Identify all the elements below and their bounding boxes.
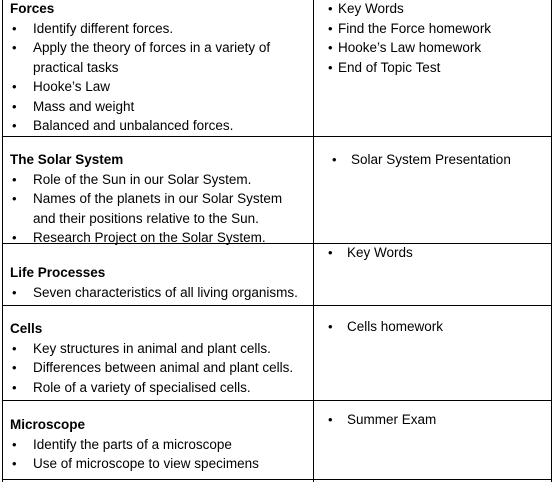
- topic-title: The Solar System: [10, 152, 124, 167]
- resource-cell-solar-system: [332, 150, 548, 170]
- resource-cell-cells: [328, 317, 548, 337]
- resource-cell-microscope: [328, 410, 548, 430]
- resource-list: [328, 243, 548, 263]
- topic-cell-solar-system: [8, 150, 308, 248]
- list-item: • Use of microscope to view specimens: [8, 454, 308, 474]
- list-item: • Names of the planets in our Solar System and their positions relative to the Sun.: [8, 189, 308, 228]
- topic-cell-microscope: [8, 415, 308, 474]
- topic-cell-life-processes: [8, 263, 308, 302]
- resource-list: [328, 317, 548, 337]
- topic-title: Life Processes: [10, 265, 106, 280]
- list-item: • Hooke’s Law homework: [328, 38, 548, 58]
- topic-title: Microscope: [10, 417, 86, 432]
- list-item: • Key Words: [328, 0, 548, 19]
- table-border-left: [2, 0, 3, 482]
- list-item: • Mass and weight: [8, 97, 308, 117]
- resource-list: [328, 0, 548, 77]
- list-item: • Identify the parts of a microscope: [8, 435, 308, 455]
- row-divider-4: [2, 400, 552, 401]
- list-item: • Seven characteristics of all living organisms.: [8, 283, 308, 303]
- list-item: • Hooke’s Law: [8, 77, 308, 97]
- objective-list: [8, 339, 308, 398]
- row-divider-3: [2, 305, 552, 306]
- topic-cell-cells: [8, 319, 308, 397]
- list-item: • Key structures in animal and plant cells.: [8, 339, 308, 359]
- resource-list: [332, 150, 548, 170]
- list-item: • Balanced and unbalanced forces.: [8, 116, 308, 136]
- table-border-bottom: [2, 479, 552, 480]
- list-item: • Apply the theory of forces in a variety of practical tasks: [8, 38, 308, 77]
- objective-list: [8, 435, 308, 474]
- list-item: • Role of a variety of specialised cells.: [8, 378, 308, 398]
- table-divider-vertical: [313, 0, 314, 482]
- topic-title: Cells: [10, 321, 43, 336]
- objective-list: [8, 283, 308, 303]
- list-item: • Find the Force homework: [328, 19, 548, 39]
- list-item: • Identify different forces.: [8, 19, 308, 39]
- resource-cell-life-processes: [328, 243, 548, 263]
- list-item: • Solar System Presentation: [332, 150, 548, 170]
- list-item: • Differences between animal and plant cells.: [8, 358, 308, 378]
- list-item: • Cells homework: [328, 317, 548, 337]
- list-item: • End of Topic Test: [328, 58, 548, 78]
- list-item: • Role of the Sun in our Solar System.: [8, 170, 308, 190]
- list-item: • Summer Exam: [328, 410, 548, 430]
- objective-list: [8, 19, 308, 136]
- resource-cell-forces: [328, 0, 548, 77]
- list-item: • Key Words: [328, 243, 548, 263]
- table-border-right: [551, 0, 552, 482]
- resource-list: [328, 410, 548, 430]
- topic-title: Forces: [10, 1, 55, 16]
- topic-cell-forces: [8, 0, 308, 136]
- objective-list: [8, 170, 308, 248]
- list-item: • Research Project on the Solar System.: [8, 228, 308, 248]
- row-divider-1: [2, 136, 552, 137]
